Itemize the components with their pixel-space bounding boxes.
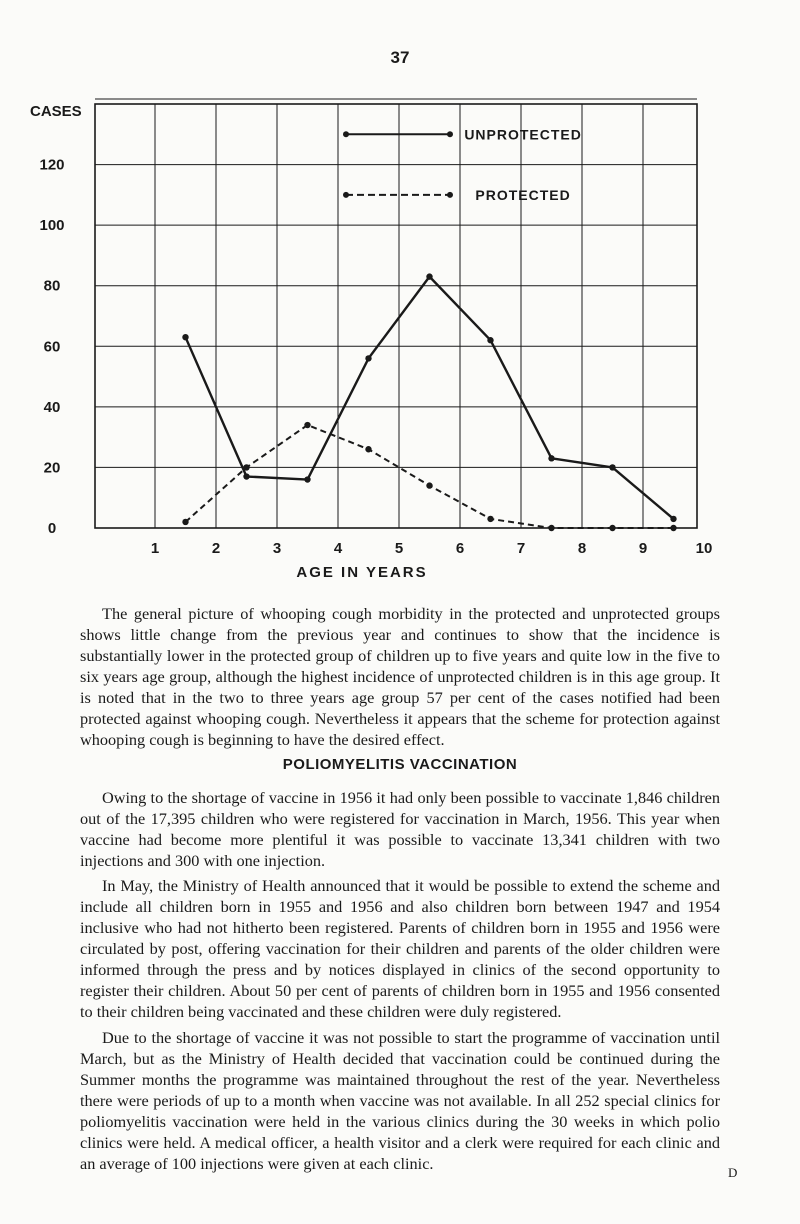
data-point: [365, 446, 371, 452]
legend-label: PROTECTED: [475, 186, 571, 203]
x-tick-label: 1: [150, 540, 160, 557]
data-point: [426, 273, 432, 279]
data-point: [609, 525, 615, 531]
legend-label: UNPROTECTED: [464, 126, 582, 143]
legend-marker: [343, 192, 349, 198]
data-point: [670, 525, 676, 531]
legend-marker: [343, 131, 349, 137]
data-point: [426, 482, 432, 488]
y-axis-title: CASES: [30, 103, 82, 120]
paragraph-vaccine-shortage: Owing to the shortage of vaccine in 1956 it had only been possible to vaccinate 1,846 children out of the 17,395 children who were registered for vaccination in March, 1956. This year when vaccine had become more plentiful it was possible to vaccinate 13,341 children with two injections and 300 with one injection.: [80, 788, 720, 870]
data-point: [304, 422, 310, 428]
data-point: [548, 455, 554, 461]
legend-marker: [447, 131, 453, 137]
data-point: [609, 464, 615, 470]
y-tick-label: 60: [43, 338, 61, 356]
y-tick-label: 100: [39, 217, 65, 235]
section-title: POLIOMYELITIS VACCINATION: [282, 756, 518, 773]
x-axis-title: AGE IN YEARS: [296, 564, 428, 581]
y-tick-label: 80: [43, 277, 61, 295]
data-point: [365, 355, 371, 361]
chart-series: [182, 273, 676, 531]
data-point: [243, 473, 249, 479]
x-tick-label: 4: [333, 540, 343, 557]
x-tick-label: 10: [695, 540, 713, 557]
y-tick-label: 120: [39, 156, 65, 174]
x-tick-label: 6: [455, 540, 465, 557]
data-point: [182, 519, 188, 525]
paragraph-clinic-programme: Due to the shortage of vaccine it was not possible to start the programme of vaccination until March, but as the Ministry of Health decided that vaccination could be continued during the Summer months the programme was maintained throughout the rest of the year. Nevertheless there were periods of up to a month when vaccine was not available. In all 252 special clinics for poliomyelitis vaccination were held in the various clinics during the 30 weeks in which polio clinics were held. A medical officer, a health visitor and a clerk were required for each clinic and an average of 100 injections were given at each clinic.: [80, 1028, 720, 1173]
legend-marker: [447, 192, 453, 198]
data-point: [487, 516, 493, 522]
data-point: [304, 476, 310, 482]
plot-frame: [95, 104, 697, 528]
y-tick-label: 0: [47, 520, 57, 537]
page-number: 37: [390, 48, 410, 67]
data-point: [670, 516, 676, 522]
chart-ticks: [39, 157, 712, 557]
y-tick-label: 20: [43, 459, 61, 477]
chart-grid: [95, 99, 697, 528]
whooping-cough-chart: [0, 0, 800, 600]
page-footer-letter: D: [728, 1165, 738, 1180]
y-tick-label: 40: [43, 398, 61, 416]
x-tick-label: 8: [577, 540, 587, 557]
data-point: [243, 464, 249, 470]
x-tick-label: 7: [516, 540, 526, 557]
x-tick-label: 9: [638, 540, 648, 557]
x-tick-label: 2: [211, 540, 221, 557]
data-point: [487, 337, 493, 343]
x-tick-label: 3: [272, 540, 282, 557]
data-point: [548, 525, 554, 531]
paragraph-ministry-extension: In May, the Ministry of Health announced that it would be possible to extend the scheme and include all children born in 1955 and 1956 and also children born between 1947 and 1954 inclusive who had not hitherto been registered. Parents of children born in 1955 and 1956 were circulated by post, offering vaccination for their children and parents of the older children were informed through the press and by notices displayed in clinics of the second opportunity to register their children. About 50 per cent of parents of children born in 1955 and 1956 consented to their children being vaccinated and these children were duly registered.: [80, 876, 720, 1021]
data-point: [182, 334, 188, 340]
paragraph-whooping-cough: The general picture of whooping cough morbidity in the protected and unprotected groups shows little change from the previous year and continues to show that the incidence is substantially lower in the protected group of children up to five years and quite low in the five to six years age group, although the highest incidence of unprotected children is in this age group. It is noted that in the two to three years age group 57 per cent of the cases notified had been protected against whooping cough. Nevertheless it appears that the scheme for protection against whooping cough is beginning to have the desired effect.: [80, 604, 720, 749]
x-tick-label: 5: [394, 540, 404, 557]
